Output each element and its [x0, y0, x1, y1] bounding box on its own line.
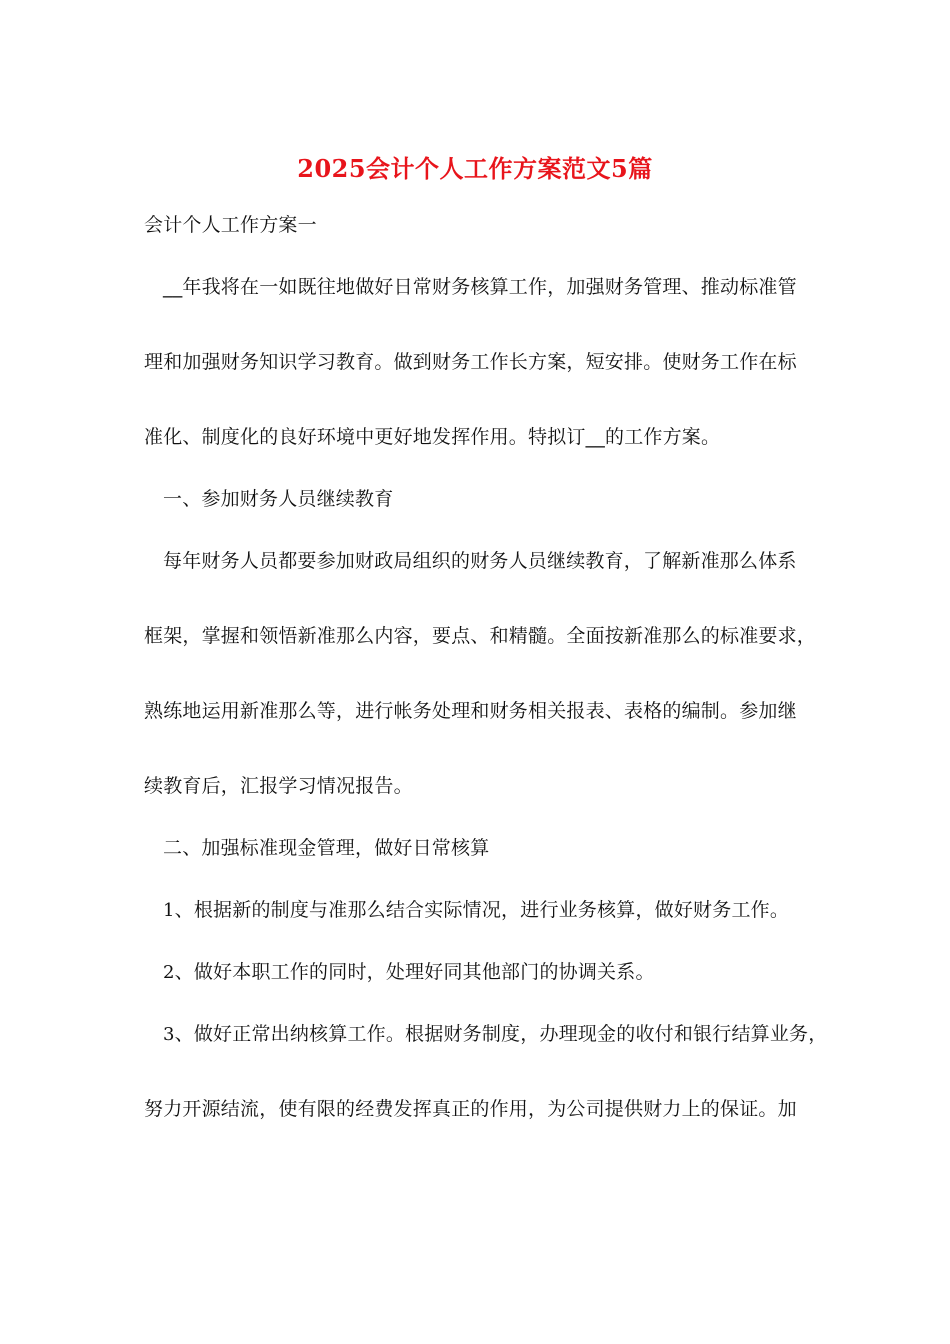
item-text: 、根据新的制度与准那么结合实际情况，进行业务核算，做好财务工作。	[174, 899, 790, 921]
paragraph-line: 框架，掌握和领悟新准那么内容，要点、和精髓。全面按新准那么的标准要求，	[144, 625, 817, 647]
paragraph-line: 准化、制度化的良好环境中更好地发挥作用。特拟订__的工作方案。	[144, 426, 721, 448]
document-title: 2025会计个人工作方案范文5篇	[297, 154, 653, 183]
subheading: 二、加强标准现金管理，做好日常核算	[163, 837, 490, 859]
paragraph-line: 每年财务人员都要参加财政局组织的财务人员继续教育，了解新准那么体系	[163, 550, 797, 572]
paragraph-line: 熟练地运用新准那么等，进行帐务处理和财务相关报表、表格的编制。参加继	[144, 700, 797, 722]
item-number: 2	[163, 962, 175, 983]
paragraph-line: 理和加强财务知识学习教育。做到财务工作长方案，短安排。使财务工作在标	[144, 351, 797, 373]
section-heading: 会计个人工作方案一	[144, 214, 317, 236]
numbered-item	[163, 960, 655, 985]
item-number: 3	[163, 1024, 175, 1045]
paragraph-line: 努力开源结流，使有限的经费发挥真正的作用，为公司提供财力上的保证。加	[144, 1098, 797, 1120]
numbered-item	[163, 898, 789, 923]
subheading: 一、参加财务人员继续教育	[163, 488, 394, 510]
paragraph-line: __年我将在一如既往地做好日常财务核算工作，加强财务管理、推动标准管	[163, 276, 797, 298]
numbered-item	[163, 1022, 827, 1047]
item-number: 1	[163, 900, 175, 921]
item-text: 、做好本职工作的同时，处理好同其他部门的协调关系。	[174, 961, 655, 983]
paragraph-line: 续教育后，汇报学习情况报告。	[144, 775, 413, 797]
item-text: 、做好正常出纳核算工作。根据财务制度，办理现金的收付和银行结算业务，	[174, 1023, 828, 1045]
